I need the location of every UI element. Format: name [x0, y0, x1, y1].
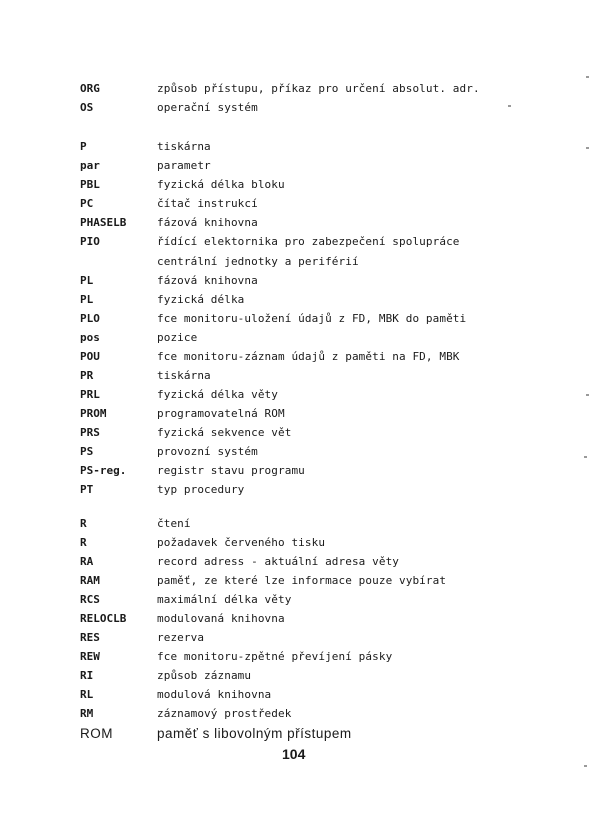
glossary-entry	[0, 480, 600, 499]
glossary-entry	[0, 442, 600, 461]
entry-abbreviation: PHASELB	[80, 216, 127, 229]
entry-abbreviation: R	[80, 517, 87, 530]
glossary-entry	[0, 232, 600, 251]
glossary-entry	[0, 685, 600, 704]
entry-abbreviation: RL	[80, 688, 94, 701]
entry-abbreviation: POU	[80, 350, 100, 363]
entry-definition: řídící elektornika pro zabezpečení spolupráce	[157, 235, 460, 248]
entry-abbreviation: REW	[80, 650, 100, 663]
glossary-entry	[0, 366, 600, 385]
scan-speck	[584, 765, 587, 767]
glossary-entry	[0, 309, 600, 328]
glossary-entry	[0, 533, 600, 552]
glossary-entry	[0, 461, 600, 480]
scan-speck	[586, 394, 589, 396]
entry-abbreviation: P	[80, 140, 87, 153]
glossary-entry	[0, 175, 600, 194]
entry-abbreviation: PIO	[80, 235, 100, 248]
entry-definition: centrální jednotky a periférií	[157, 255, 359, 268]
entry-definition: fyzická délka bloku	[157, 178, 285, 191]
entry-abbreviation: PC	[80, 197, 94, 210]
entry-abbreviation: RCS	[80, 593, 100, 606]
glossary-entry	[0, 213, 600, 232]
entry-definition: způsob záznamu	[157, 669, 252, 682]
entry-abbreviation: PRL	[80, 388, 100, 401]
glossary-entry	[0, 194, 600, 213]
glossary-entry	[0, 385, 600, 404]
entry-abbreviation: ROM	[80, 726, 113, 741]
entry-abbreviation: PRS	[80, 426, 100, 439]
scan-speck	[584, 456, 587, 458]
scan-speck	[586, 76, 589, 78]
entry-abbreviation: PT	[80, 483, 94, 496]
entry-abbreviation: RES	[80, 631, 100, 644]
entry-definition: rezerva	[157, 631, 205, 644]
glossary-entry	[0, 666, 600, 685]
page-number: 104	[282, 746, 306, 762]
entry-abbreviation: PS-reg.	[80, 464, 127, 477]
glossary-entry	[0, 79, 600, 98]
entry-abbreviation: R	[80, 536, 87, 549]
entry-abbreviation: par	[80, 159, 100, 172]
entry-definition: požadavek červeného tisku	[157, 536, 326, 549]
entry-definition: modulovaná knihovna	[157, 612, 285, 625]
entry-abbreviation: PBL	[80, 178, 100, 191]
glossary-entry	[0, 347, 600, 366]
entry-definition: čítač instrukcí	[157, 197, 258, 210]
entry-definition: fce monitoru-záznam údajů z paměti na FD, MBK	[157, 350, 460, 363]
entry-abbreviation: RA	[80, 555, 94, 568]
entry-definition: tiskárna	[157, 140, 211, 153]
entry-abbreviation: PLO	[80, 312, 100, 325]
entry-abbreviation: RAM	[80, 574, 100, 587]
glossary-entry	[0, 723, 600, 745]
entry-definition: záznamový prostředek	[157, 707, 292, 720]
entry-abbreviation: PS	[80, 445, 94, 458]
glossary-entry	[0, 156, 600, 175]
glossary-entry	[0, 404, 600, 423]
entry-definition: fce monitoru-uložení údajů z FD, MBK do paměti	[157, 312, 467, 325]
entry-definition: paměť, ze které lze informace pouze vybírat	[157, 574, 447, 587]
entry-definition: maximální délka věty	[157, 593, 292, 606]
glossary-entry	[0, 571, 600, 590]
glossary-entry	[0, 647, 600, 666]
glossary-entry	[0, 423, 600, 442]
glossary-entry	[0, 290, 600, 309]
entry-abbreviation: RI	[80, 669, 94, 682]
entry-definition: paměť s libovolným přístupem	[157, 726, 352, 741]
glossary-entry-continuation	[0, 252, 600, 271]
entry-definition: tiskárna	[157, 369, 211, 382]
glossary-entry	[0, 98, 600, 117]
scan-speck	[586, 147, 589, 149]
glossary-entry	[0, 628, 600, 647]
entry-definition: pozice	[157, 331, 198, 344]
entry-definition: způsob přístupu, příkaz pro určení absolut. adr.	[157, 82, 480, 95]
entry-definition: čtení	[157, 517, 191, 530]
entry-definition: record adress - aktuální adresa věty	[157, 555, 400, 568]
entry-abbreviation: PL	[80, 293, 94, 306]
entry-abbreviation: PROM	[80, 407, 107, 420]
entry-definition: fázová knihovna	[157, 216, 258, 229]
glossary-entry	[0, 609, 600, 628]
entry-definition: fyzická délka	[157, 293, 245, 306]
glossary-entry	[0, 704, 600, 723]
glossary-entry	[0, 271, 600, 290]
entry-abbreviation: RELOCLB	[80, 612, 127, 625]
entry-definition: programovatelná ROM	[157, 407, 285, 420]
entry-abbreviation: ORG	[80, 82, 100, 95]
entry-definition: provozní systém	[157, 445, 258, 458]
entry-definition: registr stavu programu	[157, 464, 305, 477]
glossary-entry	[0, 514, 600, 533]
entry-definition: fce monitoru-zpětné převíjení pásky	[157, 650, 393, 663]
entry-abbreviation: RM	[80, 707, 94, 720]
glossary-entry	[0, 590, 600, 609]
entry-definition: fyzická sekvence vět	[157, 426, 292, 439]
entry-abbreviation: OS	[80, 101, 94, 114]
entry-abbreviation: pos	[80, 331, 100, 344]
entry-definition: fyzická délka věty	[157, 388, 279, 401]
entry-definition: modulová knihovna	[157, 688, 272, 701]
entry-definition: fázová knihovna	[157, 274, 258, 287]
entry-abbreviation: PL	[80, 274, 94, 287]
entry-definition: parametr	[157, 159, 211, 172]
glossary-entry	[0, 552, 600, 571]
entry-abbreviation: PR	[80, 369, 94, 382]
entry-definition: operační systém	[157, 101, 258, 114]
glossary-entry	[0, 137, 600, 156]
scan-speck	[508, 105, 511, 107]
entry-definition: typ procedury	[157, 483, 245, 496]
glossary-entry	[0, 328, 600, 347]
